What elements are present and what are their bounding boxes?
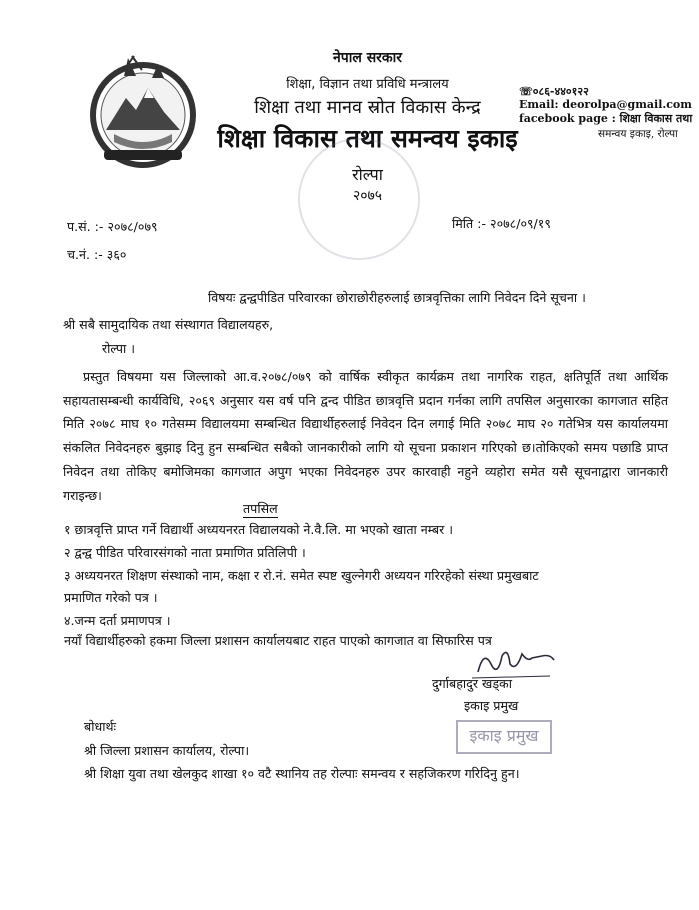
tapsil-item: ३ अध्ययनरत शिक्षण संस्थाको नाम, कक्षा र रो.नं. समेत स्पष्ट खुल्नेगरी अध्ययन गरिरहेको संस्था प्रमुखबाट (64, 568, 539, 583)
signatory-name: दुर्गाबहादुर खड्का (432, 676, 512, 691)
dispatch-number: च.नं. :- ३६० (67, 247, 127, 262)
tapsil-item: नयाँ विद्यार्थीहरुको हकमा जिल्ला प्रशासन कार्यालयबाट राहत पाएको कागजात वा सिफारिस पत्र (64, 633, 492, 648)
official-stamp: इकाइ प्रमुख (456, 720, 552, 754)
notice-body: प्रस्तुत विषयमा यस जिल्लाको आ.व.२०७८/०७९ को वार्षिक स्वीकृत कार्यक्रम तथा नागरिक राहत, क्षतिपूर्ति तथा आर्थिक सहायतासम्बन्धी कार्यविधि, २०६९ अनुसार यस वर्ष पनि द्वन्द पीडित छात्रवृत्ति प्रदान गर्नका लागि तपसिल अनुसारका कागजात सहित मिति २०७८ माघ १० गतेसम्म विद्यालयमा सम्बन्धित विद्यार्थीहरुलाई निवेदन दिन लगाई मिति २०७८ माघ २० गतेभित्र यस कार्यालयमा संकलित निवेदनहरु बुझाइ दिनु हुन सम्बन्धित सबैको जानकारीको लागि यो सूचना प्रकाशन गरिएको छ।तोकिएको समय पछाडि प्राप्त निवेदन तथा तोकिए बमोजिमका कागजात अपुग भएका निवेदनहरु उपर कारवाही नहुने व्यहोरा समेत यसै सूचनाद्वारा जानकारी गराइन्छ। (63, 369, 668, 503)
year-label: २०७५ (352, 188, 383, 204)
letter-date: मिति :- २०७८/०९/१९ (452, 216, 551, 231)
letter-number: प.सं. :- २०७८/०७९ (67, 219, 158, 234)
facebook-page-cont: समन्वय इकाइ, रोल्पा (598, 128, 678, 140)
government-name: नेपाल सरकार (332, 50, 402, 66)
signatory-title: इकाइ प्रमुख (464, 698, 519, 713)
tapsil-item: २ द्वन्द्व पीडित परिवारसंगको नाता प्रमाणित प्रतिलिपी । (64, 545, 306, 560)
subject-line: विषयः द्वन्द्वपीडित परिवारका छोराछोरीहरुलाई छात्रवृत्तिका लागि निवेदन दिने सूचना । (208, 290, 586, 305)
phone-number: ☏०८६-४४०१२२ (519, 85, 589, 98)
email-address: Email: deorolpa@gmail.com (519, 98, 692, 111)
centre-name: शिक्षा तथा मानव स्रोत विकास केन्द्र (254, 97, 481, 118)
tapsil-heading: तपसिल (243, 501, 278, 516)
cc-item: श्री शिक्षा युवा तथा खेलकुद शाखा १० वटै स्थानिय तह रोल्पाः समन्वय र सहजिकरण गरिदिनु हुन। (84, 766, 520, 781)
ministry-name: शिक्षा, विज्ञान तथा प्रविधि मन्त्रालय (286, 77, 449, 92)
district-name: रोल्पा (352, 165, 383, 184)
faded-seal (298, 138, 420, 260)
cc-heading: बोधार्थः (84, 719, 117, 734)
tapsil-item: ४.जन्म दर्ता प्रमाणपत्र । (64, 613, 171, 628)
cc-item: श्री जिल्ला प्रशासन कार्यालय, रोल्पा। (84, 743, 250, 758)
addressee-district: रोल्पा । (102, 341, 136, 356)
unit-name: शिक्षा विकास तथा समन्वय इकाइ (217, 124, 518, 153)
facebook-page: facebook page : शिक्षा विकास तथा (519, 112, 693, 125)
tapsil-item: प्रमाणित गरेको पत्र । (64, 590, 158, 605)
addressee-line: श्री सबै सामुदायिक तथा संस्थागत विद्यालयहरु, (63, 317, 274, 332)
tapsil-item: १ छात्रवृत्ति प्राप्त गर्ने विद्यार्थी अध्ययनरत विद्यालयको ने.वै.लि. मा भएको खाता नम्बर । (64, 522, 453, 537)
